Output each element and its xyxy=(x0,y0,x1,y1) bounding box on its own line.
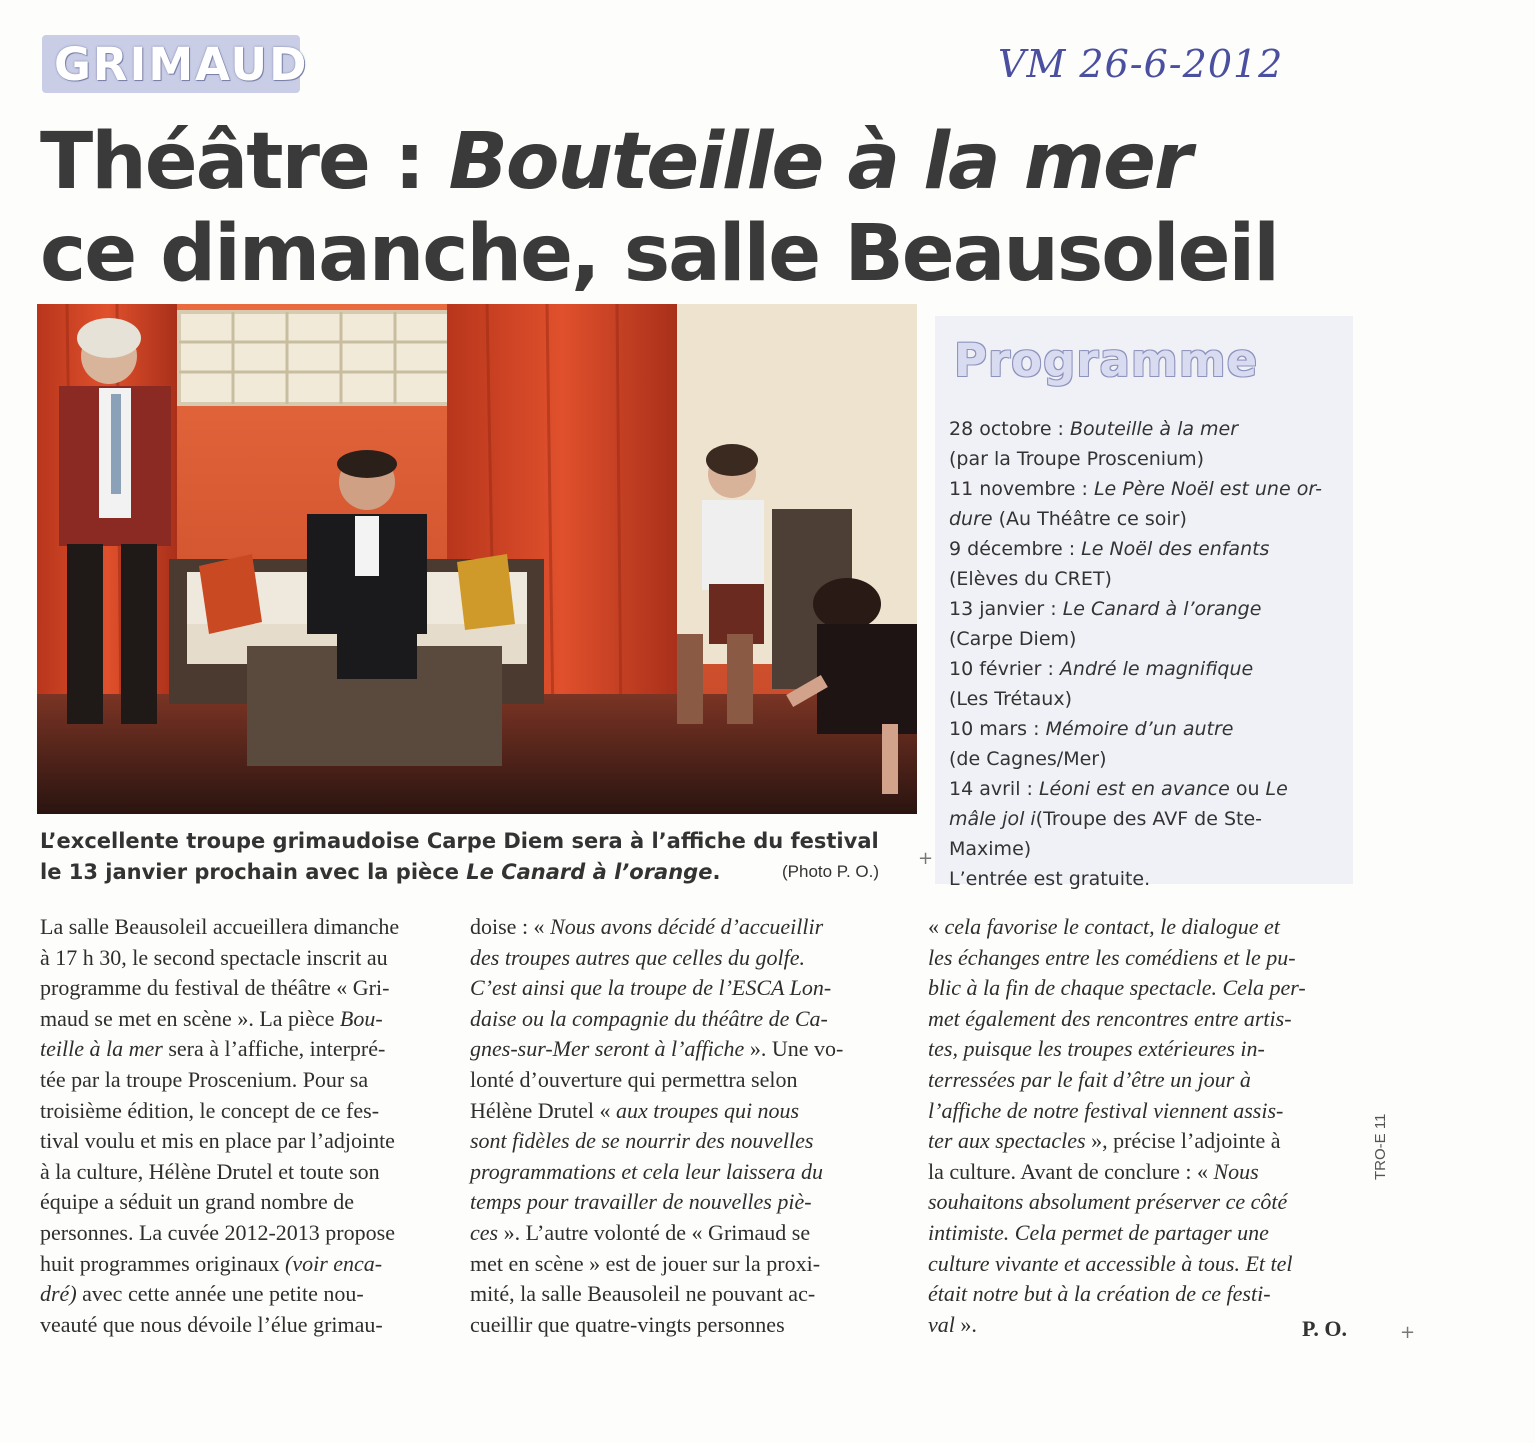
article-quote-text: des troupes autres que celles du golfe. xyxy=(470,944,806,970)
headline-play-title: Bouteille à la mer xyxy=(448,117,1191,207)
article-quote-text: dré) xyxy=(40,1281,77,1307)
article-line xyxy=(470,1096,902,1127)
headline-line-2: ce dimanche, salle Beausoleil xyxy=(40,209,1278,299)
article-quote-text: terressées par le fait d’être un jour à xyxy=(928,1066,1251,1092)
programme-line xyxy=(949,504,1349,534)
article-quote-text: aux troupes qui nous xyxy=(616,1097,800,1123)
article-line xyxy=(470,1279,902,1310)
article-line xyxy=(40,1096,450,1127)
article-text: troisième édition, le concept de ce fes- xyxy=(40,1097,380,1123)
article-line xyxy=(470,1157,902,1188)
article-line xyxy=(40,1279,450,1310)
article-quote-text: temps pour travailler de nouvelles piè- xyxy=(470,1189,812,1215)
article-quote-text: les échanges entre les comédiens et le pu- xyxy=(928,944,1296,970)
programme-text: 9 décembre : xyxy=(949,538,1082,560)
article-text: La salle Beausoleil accueillera dimanche xyxy=(40,914,400,939)
programme-line xyxy=(949,534,1349,564)
article-quote-text: val xyxy=(928,1311,955,1337)
programme-line xyxy=(949,834,1349,864)
article-quote-text: intimiste. Cela permet de partager une xyxy=(928,1219,1269,1245)
programme-text: 11 novembre : xyxy=(949,478,1094,500)
article-column-2 xyxy=(470,912,902,1340)
programme-text: 10 février : xyxy=(949,658,1060,680)
caption-text: le 13 janvier prochain avec la pièce xyxy=(40,860,467,884)
article-text: ». L’autre volonté de « Grimaud se xyxy=(498,1219,811,1245)
registration-mark: + xyxy=(1400,1322,1416,1343)
article-line xyxy=(40,1310,450,1341)
article-line xyxy=(928,1310,1358,1341)
author-signature: P. O. xyxy=(1302,1316,1348,1341)
programme-line xyxy=(949,714,1349,744)
article-line xyxy=(470,1065,902,1096)
article-quote-text: l’affiche de notre festival viennent assis- xyxy=(928,1097,1284,1123)
article-quote-text: daise ou la compagnie du théâtre de Ca- xyxy=(470,1005,828,1031)
article-line xyxy=(928,1004,1358,1035)
article-quote-text: était notre but à la création de ce festi- xyxy=(928,1281,1271,1307)
programme-text: 10 mars : xyxy=(949,718,1046,740)
programme-line xyxy=(949,444,1349,474)
caption-line-1: L’excellente troupe grimaudoise Carpe Diem sera à l’affiche du festival xyxy=(40,829,879,853)
article-text: à 17 h 30, le second spectacle inscrit au xyxy=(40,944,388,970)
article-line xyxy=(470,973,902,1004)
article-text: ». xyxy=(954,1311,977,1337)
article-line xyxy=(40,1249,450,1280)
article-quote-text: tes, puisque les troupes extérieures in- xyxy=(928,1036,1265,1062)
article-line xyxy=(470,1187,902,1218)
article-line xyxy=(470,1218,902,1249)
article-text: Hélène Drutel « xyxy=(470,1097,616,1123)
article-line xyxy=(40,1157,450,1188)
article-line xyxy=(928,973,1358,1004)
programme-play-title: Le Père Noël est une or- xyxy=(1093,478,1322,500)
programme-line xyxy=(949,414,1349,444)
section-tag-label: GRIMAUD xyxy=(54,38,309,91)
programme-play-title: Le xyxy=(1265,778,1288,800)
article-line xyxy=(928,1126,1358,1157)
article-quote-text: Nous xyxy=(1213,1158,1259,1184)
page-marker: TRO-E 11 xyxy=(1372,1113,1389,1180)
programme-list xyxy=(949,414,1349,894)
article-text: met en scène » est de jouer sur la proxi- xyxy=(470,1250,821,1276)
article-line xyxy=(928,1157,1358,1188)
article-line xyxy=(40,912,450,943)
article-line xyxy=(470,1034,902,1065)
article-text: veauté que nous dévoile l’élue grimau- xyxy=(40,1311,383,1337)
handwritten-date-note: VM 26-6-2012 xyxy=(998,42,1284,86)
programme-line xyxy=(949,774,1349,804)
article-line xyxy=(470,1004,902,1035)
article-line xyxy=(470,943,902,974)
article-line xyxy=(470,1126,902,1157)
article-quote-text: blic à la fin de chaque spectacle. Cela per- xyxy=(928,975,1306,1001)
article-text: « xyxy=(928,914,945,939)
programme-text: 28 octobre : xyxy=(949,418,1070,440)
programme-text: (Les Trétaux) xyxy=(949,688,1072,710)
programme-play-title: dure xyxy=(949,508,993,530)
programme-title: Programme xyxy=(954,334,1259,387)
article-line xyxy=(40,1218,450,1249)
programme-play-title: Bouteille à la mer xyxy=(1070,418,1239,440)
article-text: maud se met en scène ». La pièce xyxy=(40,1005,340,1031)
article-text: ». Une vo- xyxy=(744,1036,844,1062)
article-text: équipe a séduit un grand nombre de xyxy=(40,1189,355,1215)
article-quote-text: Nous avons décidé d’accueillir xyxy=(550,914,824,939)
article-line xyxy=(40,1126,450,1157)
article-quote-text: programmations et cela leur laissera du xyxy=(470,1158,823,1184)
programme-play-title: Léoni est en avance xyxy=(1038,778,1230,800)
programme-text: (Elèves du CRET) xyxy=(949,568,1112,590)
registration-mark: + xyxy=(918,848,934,869)
article-text: avec cette année une petite nou- xyxy=(76,1281,364,1307)
programme-play-title: Le Canard à l’orange xyxy=(1062,598,1262,620)
programme-text: (de Cagnes/Mer) xyxy=(949,748,1107,770)
programme-box xyxy=(935,316,1353,890)
article-line xyxy=(928,1034,1358,1065)
article-line xyxy=(40,1004,450,1035)
article-line xyxy=(470,1249,902,1280)
article-line xyxy=(928,943,1358,974)
programme-line xyxy=(949,594,1349,624)
article-text: doise : « xyxy=(470,914,551,939)
article-line xyxy=(470,912,902,943)
programme-text: L’entrée est gratuite. xyxy=(949,868,1151,890)
section-tag xyxy=(42,35,309,93)
article-line xyxy=(928,1065,1358,1096)
programme-line xyxy=(949,864,1349,894)
article-quote-text: culture vivante et accessible à tous. Et tel xyxy=(928,1250,1293,1276)
programme-text: (Carpe Diem) xyxy=(949,628,1077,650)
article-line xyxy=(40,943,450,974)
article-text: huit programmes originaux xyxy=(40,1250,286,1276)
article-text: à la culture, Hélène Drutel et toute son xyxy=(40,1158,380,1184)
article-quote-text: sont fidèles de se nourrir des nouvelles xyxy=(470,1128,814,1154)
programme-play-title: mâle jol i xyxy=(949,808,1036,830)
article-line xyxy=(928,1249,1358,1280)
article-text: cueillir que quatre-vingts personnes xyxy=(470,1311,785,1337)
article-line xyxy=(40,1065,450,1096)
article-text: programme du festival de théâtre « Gri- xyxy=(40,975,390,1001)
programme-text: ou xyxy=(1229,778,1266,800)
programme-text: (Au Théâtre ce soir) xyxy=(992,508,1187,530)
article-quote-text: teille à la mer xyxy=(40,1036,163,1062)
article-text: tival voulu et mis en place par l’adjointe xyxy=(40,1128,395,1154)
article-line xyxy=(928,912,1358,943)
article-line xyxy=(928,1096,1358,1127)
programme-line xyxy=(949,684,1349,714)
article-quote-text: Bou- xyxy=(339,1005,383,1031)
photo-credit: (Photo P. O.) xyxy=(782,862,880,881)
article-text: mité, la salle Beausoleil ne pouvant ac- xyxy=(470,1281,816,1307)
article-text: », précise l’adjointe à xyxy=(1085,1128,1281,1154)
programme-text: (par la Troupe Proscenium) xyxy=(949,448,1205,470)
article-quote-text: (voir enca- xyxy=(285,1250,383,1276)
programme-line xyxy=(949,474,1349,504)
article-quote-text: C’est ainsi que la troupe de l’ESCA Lon- xyxy=(470,975,832,1001)
programme-line xyxy=(949,624,1349,654)
article-column-3 xyxy=(928,912,1358,1340)
article-quote-text: gnes-sur-Mer seront à l’affiche xyxy=(470,1036,745,1062)
programme-play-title: Mémoire d’un autre xyxy=(1045,718,1234,740)
caption-play-title: Le Canard à l’orange xyxy=(466,860,713,884)
article-line xyxy=(40,973,450,1004)
article-text: la culture. Avant de conclure : « xyxy=(928,1158,1214,1184)
article-column-1 xyxy=(40,912,450,1340)
article-text: personnes. La cuvée 2012-2013 propose xyxy=(40,1219,395,1245)
article-quote-text: met également des rencontres entre artis- xyxy=(928,1005,1292,1031)
article-line xyxy=(928,1218,1358,1249)
programme-text: (Troupe des AVF de Ste- xyxy=(1035,808,1263,830)
article-quote-text: ces xyxy=(470,1219,499,1245)
article-line xyxy=(40,1187,450,1218)
programme-text: Maxime) xyxy=(949,838,1032,860)
article-quote-text: cela favorise le contact, le dialogue et xyxy=(944,914,1280,939)
stage-photo xyxy=(37,304,917,814)
article-quote-text: souhaitons absolument préserver ce côté xyxy=(928,1189,1288,1215)
programme-text: 14 avril : xyxy=(949,778,1039,800)
caption-period: . xyxy=(712,860,721,884)
article-quote-text: ter aux spectacles xyxy=(928,1128,1086,1154)
headline xyxy=(40,116,1278,300)
programme-line xyxy=(949,654,1349,684)
article-line xyxy=(40,1034,450,1065)
article-text: tée par la troupe Proscenium. Pour sa xyxy=(40,1066,369,1092)
programme-play-title: Le Noël des enfants xyxy=(1081,538,1270,560)
article-text: sera à l’affiche, interpré- xyxy=(162,1036,386,1062)
programme-line xyxy=(949,744,1349,774)
article-text: lonté d’ouverture qui permettra selon xyxy=(470,1066,798,1092)
programme-play-title: André le magnifique xyxy=(1059,658,1254,680)
article-line xyxy=(470,1310,902,1341)
programme-line xyxy=(949,804,1349,834)
programme-line xyxy=(949,564,1349,594)
article-line xyxy=(928,1187,1358,1218)
article-line xyxy=(928,1279,1358,1310)
programme-text: 13 janvier : xyxy=(949,598,1063,620)
headline-prefix: Théâtre : xyxy=(40,117,449,207)
headline-line-1 xyxy=(40,116,1240,208)
